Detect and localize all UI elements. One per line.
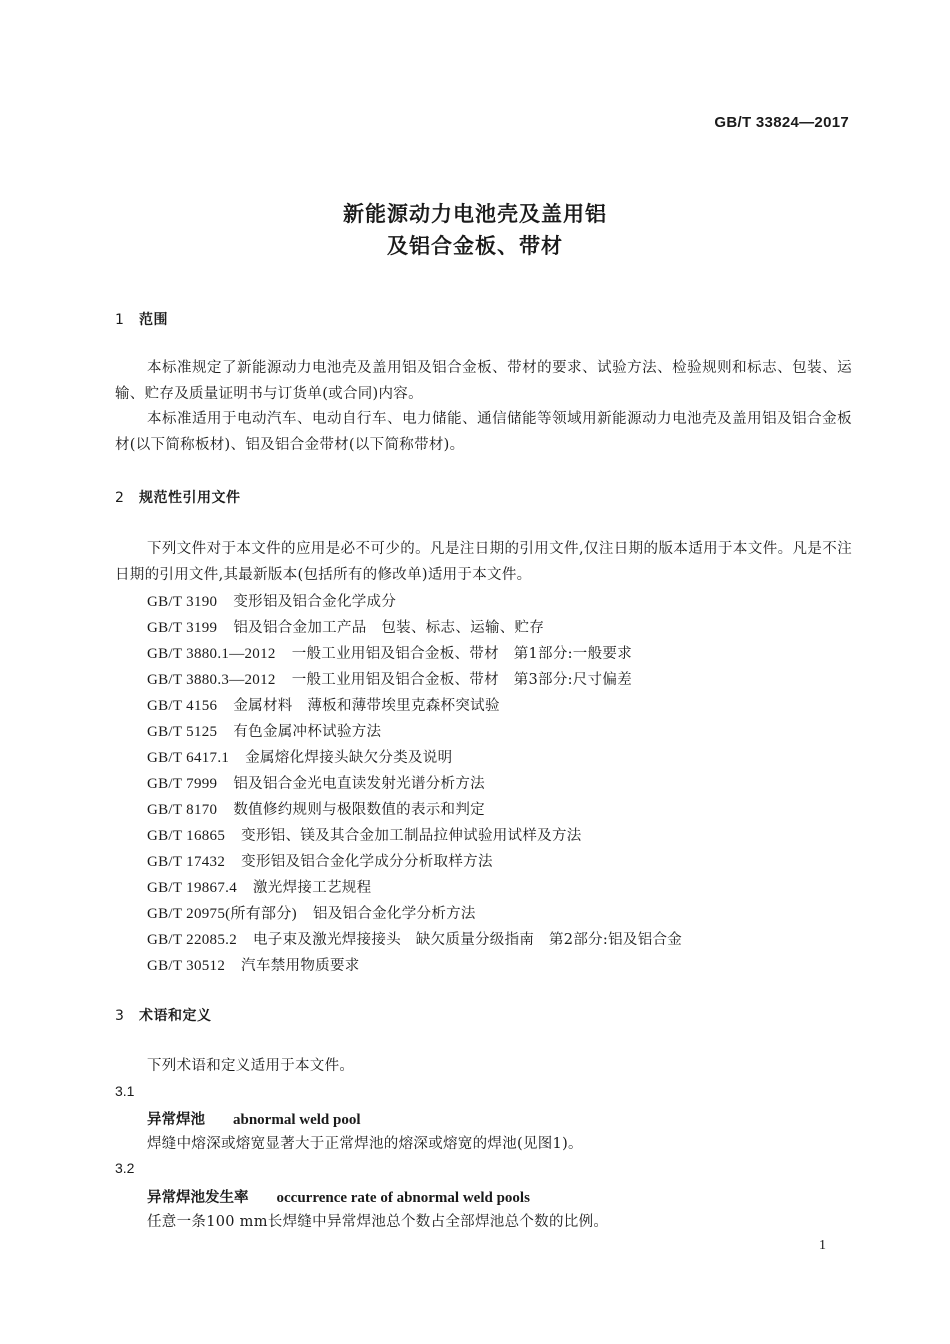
section-3-heading [115, 1005, 212, 1025]
reference-item [147, 901, 682, 927]
reference-title: 变形铝及铝合金化学成分分析取样方法 [241, 854, 493, 870]
term-number: 3.1 [115, 1083, 135, 1099]
reference-title: 一般工业用铝及铝合金板、带材 第3部分:尺寸偏差 [291, 672, 633, 688]
reference-item [147, 927, 682, 953]
term-name-zh: 异常焊池发生率 [147, 1190, 249, 1206]
reference-code: GB/T 22085.2 [147, 932, 237, 948]
reference-title: 铝及铝合金光电直读发射光谱分析方法 [233, 776, 485, 792]
reference-code: GB/T 17432 [147, 854, 226, 870]
standard-code: GB/T 33824—2017 [714, 114, 849, 131]
reference-code: GB/T 20975(所有部分) [147, 906, 297, 922]
reference-code: GB/T 4156 [147, 698, 218, 714]
reference-title: 铝及铝合金化学分析方法 [312, 906, 476, 922]
reference-item [147, 667, 682, 693]
reference-title: 变形铝及铝合金化学成分 [233, 594, 397, 610]
section-2-intro: 下列文件对于本文件的应用是必不可少的。凡是注日期的引用文件,仅注日期的版本适用于本文件。凡是不注日期的引用文件,其最新版本(包括所有的修改单)适用于本文件。 [115, 541, 852, 583]
reference-item [147, 823, 682, 849]
reference-title: 铝及铝合金加工产品 包装、标志、运输、贮存 [233, 620, 545, 636]
term-heading [147, 1186, 530, 1207]
section-1-paragraph-1: 本标准规定了新能源动力电池壳及盖用铝及铝合金板、带材的要求、试验方法、检验规则和标志、包装、运输、贮存及质量证明书与订货单(或合同)内容。 [115, 360, 852, 402]
section-2-title: 规范性引用文件 [139, 490, 241, 506]
section-2-heading [115, 487, 241, 507]
section-3-title: 术语和定义 [139, 1008, 212, 1024]
term-number: 3.2 [115, 1160, 135, 1176]
reference-item [147, 771, 682, 797]
section-1-title: 范围 [139, 312, 168, 328]
document-title-line2: 及铝合金板、带材 [387, 234, 563, 258]
reference-item [147, 693, 682, 719]
reference-item [147, 641, 682, 667]
reference-item [147, 745, 682, 771]
reference-item [147, 719, 682, 745]
reference-title: 金属材料 薄板和薄带埃里克森杯突试验 [233, 698, 500, 714]
reference-title: 有色金属冲杯试验方法 [233, 724, 382, 740]
term-name-zh: 异常焊池 [147, 1112, 205, 1128]
reference-title: 电子束及激光焊接接头 缺欠质量分级指南 第2部分:铝及铝合金 [253, 932, 683, 948]
reference-code: GB/T 3880.1—2012 [147, 646, 276, 662]
section-3-intro: 下列术语和定义适用于本文件。 [147, 1058, 355, 1074]
term-name-en: occurrence rate of abnormal weld pools [276, 1190, 530, 1206]
reference-code: GB/T 8170 [147, 802, 218, 818]
term-heading [147, 1108, 361, 1129]
page-number: 1 [819, 1238, 826, 1253]
reference-title: 汽车禁用物质要求 [241, 958, 360, 974]
reference-code: GB/T 3199 [147, 620, 218, 636]
reference-title: 变形铝、镁及其合金加工制品拉伸试验用试样及方法 [241, 828, 582, 844]
term-name-en: abnormal weld pool [233, 1112, 361, 1128]
reference-item [147, 615, 682, 641]
reference-code: GB/T 7999 [147, 776, 218, 792]
reference-item [147, 797, 682, 823]
section-2-number: 2 [115, 490, 125, 506]
reference-code: GB/T 30512 [147, 958, 226, 974]
normative-references-list [147, 589, 682, 979]
term-definition: 焊缝中熔深或熔宽显著大于正常焊池的熔深或熔宽的焊池(见图1)。 [147, 1136, 583, 1152]
reference-title: 激光焊接工艺规程 [253, 880, 372, 896]
reference-code: GB/T 19867.4 [147, 880, 237, 896]
reference-code: GB/T 3190 [147, 594, 218, 610]
reference-item [147, 875, 682, 901]
reference-title: 数值修约规则与极限数值的表示和判定 [233, 802, 485, 818]
reference-item [147, 953, 682, 979]
reference-title: 金属熔化焊接头缺欠分类及说明 [245, 750, 453, 766]
term-definition: 任意一条100 mm长焊缝中异常焊池总个数占全部焊池总个数的比例。 [147, 1214, 609, 1230]
reference-code: GB/T 3880.3—2012 [147, 672, 276, 688]
reference-item [147, 849, 682, 875]
reference-code: GB/T 6417.1 [147, 750, 230, 766]
document-title-line1: 新能源动力电池壳及盖用铝 [343, 202, 607, 226]
section-3-number: 3 [115, 1008, 125, 1024]
section-1-number: 1 [115, 312, 125, 328]
section-1-heading [115, 309, 168, 329]
reference-code: GB/T 5125 [147, 724, 218, 740]
section-1-paragraph-2: 本标准适用于电动汽车、电动自行车、电力储能、通信储能等领域用新能源动力电池壳及盖用铝及铝合金板材(以下简称板材)、铝及铝合金带材(以下简称带材)。 [115, 411, 852, 453]
reference-code: GB/T 16865 [147, 828, 226, 844]
reference-title: 一般工业用铝及铝合金板、带材 第1部分:一般要求 [291, 646, 633, 662]
reference-item [147, 589, 682, 615]
